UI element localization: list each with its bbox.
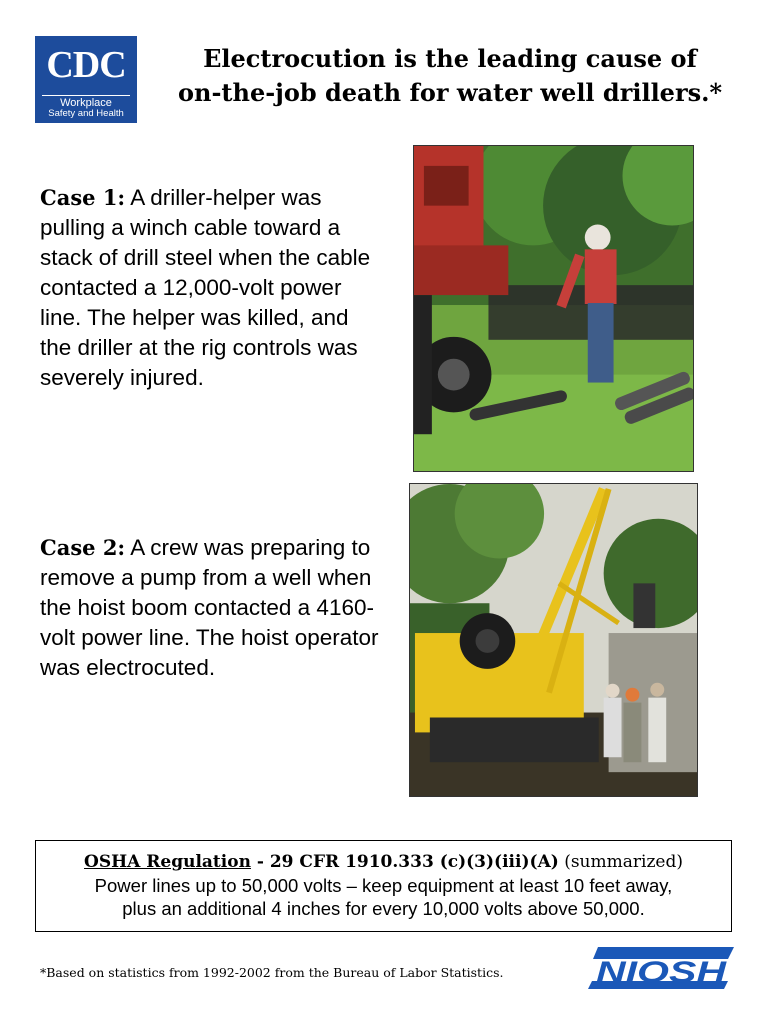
regulation-heading xyxy=(36,851,731,874)
page-title-line-2: on-the-job death for water well drillers.* xyxy=(177,78,723,107)
case-1-label: Case 1: xyxy=(40,185,126,210)
case-2-label: Case 2: xyxy=(40,535,126,560)
regulation-citation: - 29 CFR 1910.333 (c)(3)(iii)(A) xyxy=(250,852,559,872)
case-2-description xyxy=(40,533,385,683)
page-title xyxy=(150,42,750,110)
cdc-logo-subtitle-1: Workplace xyxy=(60,97,112,109)
footnote: *Based on statistics from 1992-2002 from the Bureau of Labor Statistics. xyxy=(40,965,504,980)
regulation-line-3: plus an additional 4 inches for every 10,000 volts above 50,000. xyxy=(122,898,645,919)
case-1-photo xyxy=(413,145,694,472)
cdc-logo-subtitle-2: Safety and Health xyxy=(48,108,124,119)
niosh-logo xyxy=(588,945,734,991)
page-title-line-1: Electrocution is the leading cause of xyxy=(203,44,697,73)
cdc-logo-divider xyxy=(42,95,130,96)
regulation-title: OSHA Regulation xyxy=(84,852,251,872)
osha-regulation-box xyxy=(35,840,732,932)
regulation-note: (summarized) xyxy=(558,852,683,872)
niosh-logo-text: NIOSH xyxy=(596,956,728,989)
cdc-logo xyxy=(35,36,137,123)
case-1-text: A driller-helper was pulling a winch cable toward a stack of drill steel when the cable contacted a 12,000-volt power line. The helper was killed, and the driller at the rig controls was severely injured. xyxy=(40,185,371,390)
regulation-line-2: Power lines up to 50,000 volts – keep equipment at least 10 feet away, xyxy=(94,875,673,896)
case-2-text: A crew was preparing to remove a pump from a well when the hoist boom contacted a 4160-volt power line. The hoist operator was electrocuted. xyxy=(40,535,379,680)
case-2-photo xyxy=(409,483,698,797)
case-1-description xyxy=(40,183,385,393)
driller-helper-photo-illustration xyxy=(414,146,693,471)
pump-hoist-photo-illustration xyxy=(410,484,697,796)
cdc-logo-text: CDC xyxy=(46,44,126,86)
